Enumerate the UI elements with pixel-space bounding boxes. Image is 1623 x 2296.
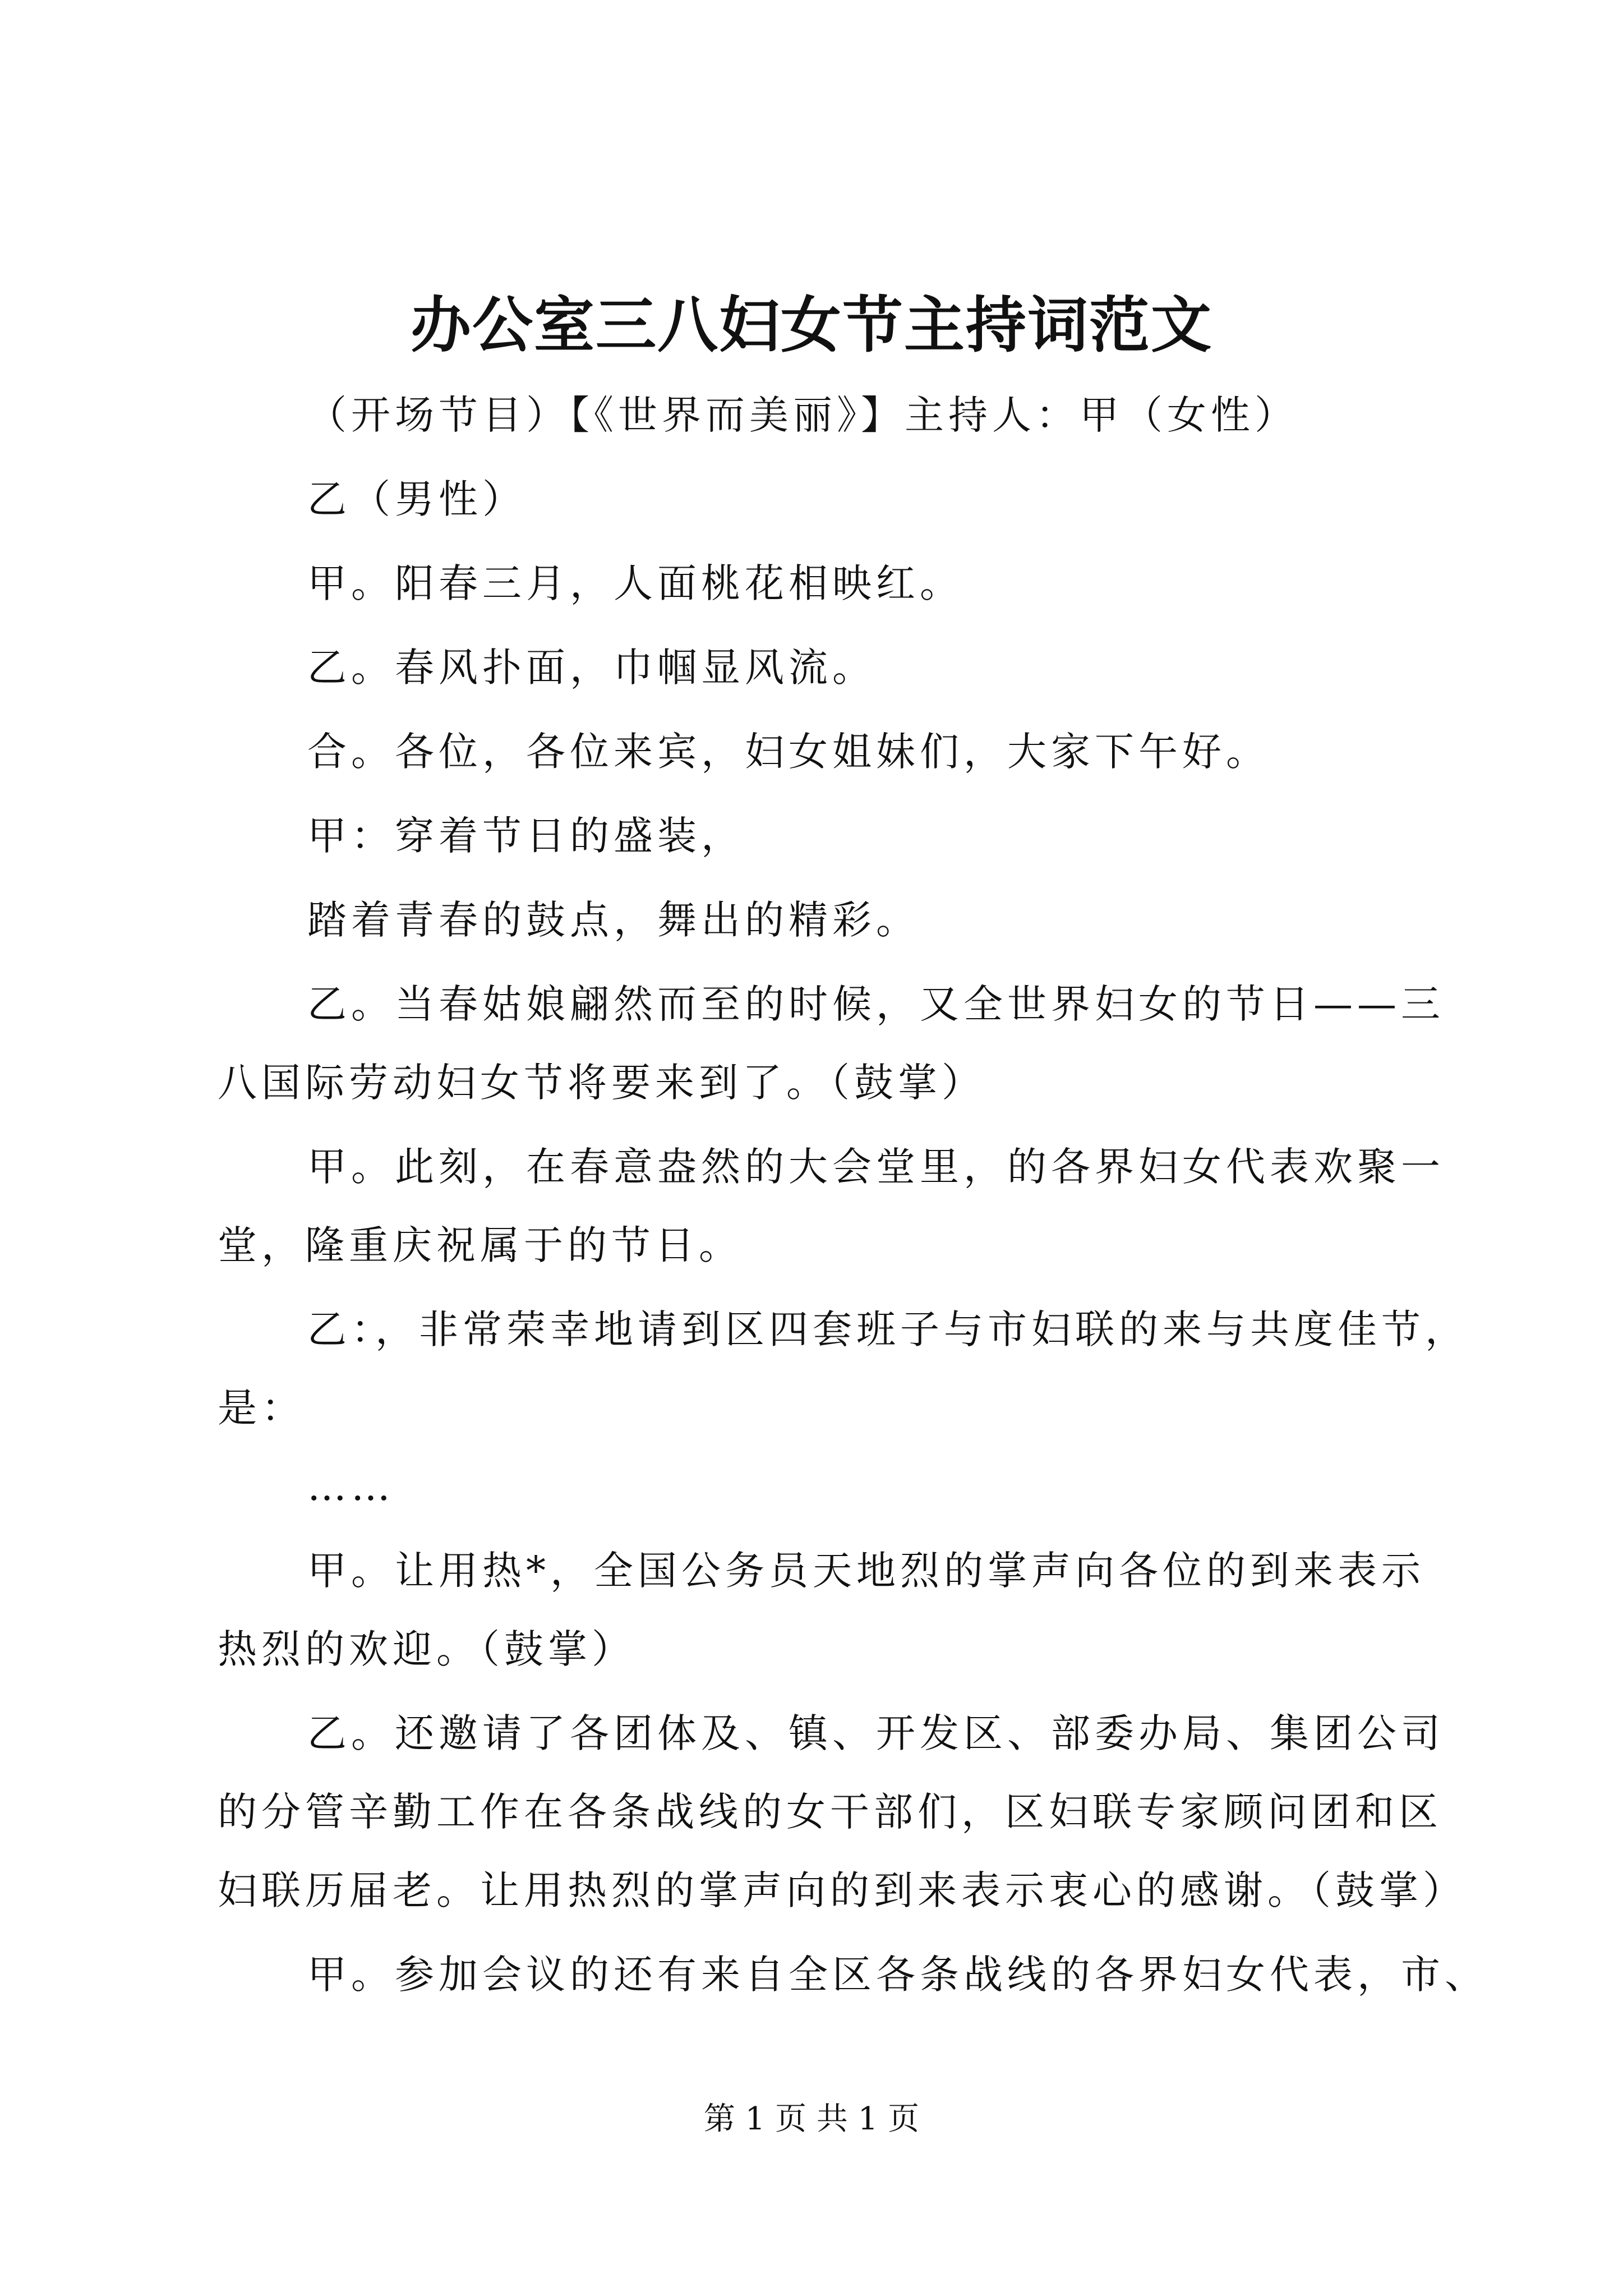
text-line: 乙：，非常荣幸地请到区四套班子与市妇联的来与共度佳节， bbox=[307, 1306, 1469, 1352]
text-line: 甲。让用热*，全国公务员天地烈的掌声向各位的到来表示 bbox=[307, 1548, 1425, 1594]
document-title: 办公室三八妇女节主持词范文 bbox=[410, 290, 1212, 361]
text-line: 乙。还邀请了各团体及、镇、开发区、部委办局、集团公司 bbox=[307, 1710, 1445, 1756]
text-line: 八国际劳动妇女节将要来到了。（鼓掌） bbox=[218, 1060, 985, 1106]
page-footer: 第 1 页 共 1 页 bbox=[703, 2101, 920, 2137]
text-line: 乙。当春姑娘翩然而至的时候，又全世界妇女的节日——三 bbox=[307, 981, 1445, 1027]
text-line: （开场节目）【《世界而美丽》】主持人：甲（女性） bbox=[307, 392, 1298, 438]
text-line: 热烈的欢迎。（鼓掌） bbox=[218, 1626, 635, 1672]
text-line: 合。各位，各位来宾，妇女姐妹们，大家下午好。 bbox=[307, 729, 1270, 775]
text-line: 的分管辛勤工作在各条战线的女干部们，区妇联专家顾问团和区 bbox=[218, 1789, 1442, 1835]
text-line: 乙（男性） bbox=[307, 476, 526, 522]
text-line: 乙。春风扑面，巾帼显风流。 bbox=[307, 645, 876, 691]
text-line: …… bbox=[307, 1464, 395, 1510]
text-line: 甲：穿着节日的盛装， bbox=[307, 813, 745, 859]
text-line: 是： bbox=[218, 1385, 305, 1431]
text-line: 妇联历届老。让用热烈的掌声向的到来表示衷心的感谢。（鼓掌） bbox=[218, 1867, 1467, 1913]
text-line: 甲。阳春三月，人面桃花相映红。 bbox=[307, 560, 963, 606]
text-line: 甲。此刻，在春意盎然的大会堂里，的各界妇女代表欢聚一 bbox=[307, 1144, 1445, 1190]
text-line: 甲。参加会议的还有来自全区各条战线的各界妇女代表，市、 bbox=[307, 1952, 1488, 1998]
text-line: 踏着青春的鼓点，舞出的精彩。 bbox=[307, 897, 920, 943]
text-line: 堂，隆重庆祝属于的节日。 bbox=[218, 1222, 743, 1268]
